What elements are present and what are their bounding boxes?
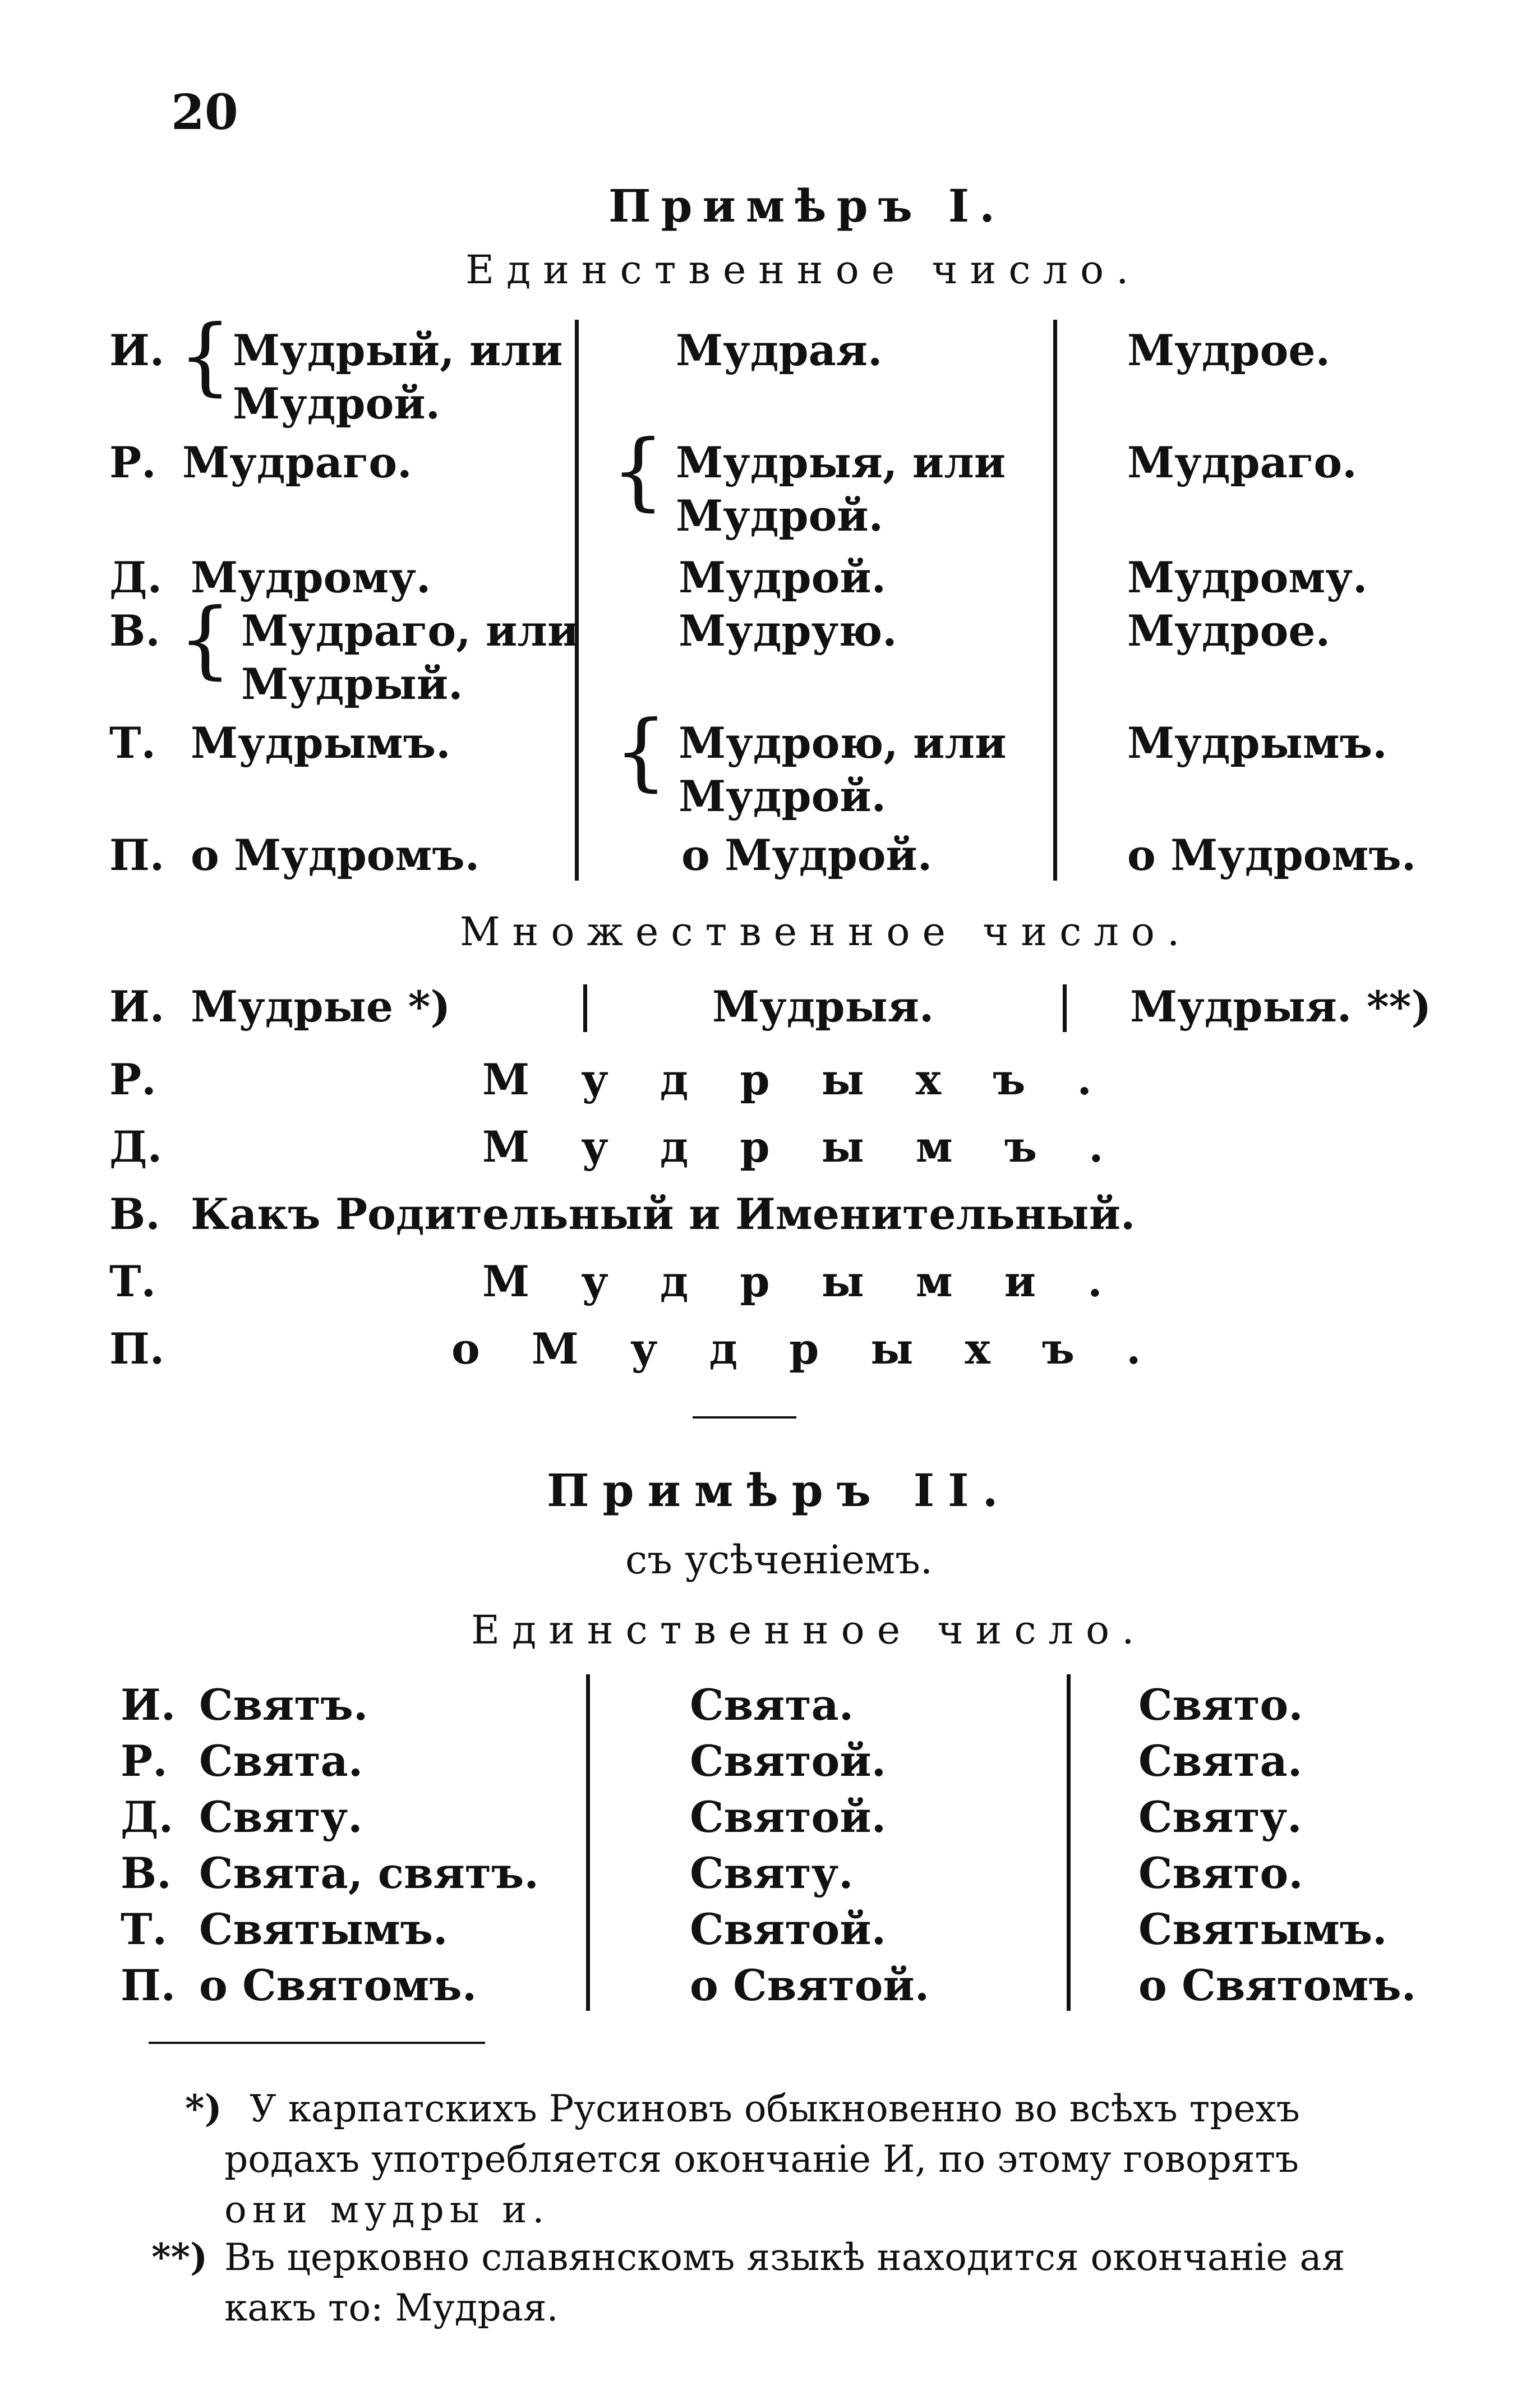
example2-subtitle: съ усѣченіемъ. — [625, 1537, 933, 1583]
fem-form: Мудрой. — [679, 771, 887, 821]
case-label: П. — [121, 1960, 176, 2010]
neut-form: Мудрымъ. — [1127, 718, 1387, 768]
neut-form: Мудраго. — [1127, 438, 1357, 487]
fem-form: Святой. — [690, 1904, 887, 1954]
example2-singular-heading: Единственное число. — [471, 1607, 1147, 1653]
footnote-mark: **) — [151, 2235, 208, 2279]
masc-form: Святу. — [199, 1792, 363, 1842]
column-divider — [1067, 1674, 1071, 2011]
fem-form: о Святой. — [690, 1960, 930, 2010]
case-label: Р. — [121, 1736, 168, 1786]
case-label: Д. — [121, 1792, 174, 1842]
case-label: П. — [109, 1324, 165, 1374]
example1-plural-heading: Множественное число. — [460, 909, 1192, 955]
masc-form: о Святомъ. — [199, 1960, 477, 2010]
footnote-line: У карпатскихъ Русиновъ обыкновенно во всѣхъ трехъ — [250, 2087, 1300, 2130]
plural-form: Какъ Родительный и Именительный. — [191, 1189, 1136, 1239]
masc-form: Мудрому. — [191, 552, 431, 602]
plural-nom-masc: Мудрые *) — [191, 982, 451, 1032]
neut-form: Мудрое. — [1127, 606, 1331, 656]
column-divider — [1053, 320, 1057, 881]
fem-form: Святой. — [690, 1736, 887, 1786]
masc-form: Мудрой. — [233, 379, 441, 429]
footnote-rule — [149, 2042, 485, 2044]
plural-nom-neut: Мудрыя. **) — [1130, 982, 1432, 1032]
case-label: Д. — [109, 552, 163, 602]
fem-form: Мудрою, или — [679, 718, 1007, 768]
footnote-line: они мудры и. — [224, 2188, 550, 2231]
case-label: Р. — [109, 438, 156, 487]
masc-form: о Мудромъ. — [191, 830, 480, 880]
case-label: Т. — [109, 718, 156, 768]
case-label: И. — [109, 325, 165, 375]
plural-form: Мудрыхъ. — [482, 1055, 1144, 1104]
case-label: Т. — [121, 1904, 168, 1954]
column-divider — [583, 984, 587, 1032]
masc-form: Мудрый. — [241, 659, 463, 709]
neut-form: о Мудромъ. — [1127, 830, 1417, 880]
brace-mark: { — [611, 422, 665, 520]
column-divider — [586, 1674, 590, 2011]
brace-mark: { — [614, 703, 668, 800]
fem-form: Мудрыя, или — [676, 438, 1006, 487]
column-divider — [575, 320, 579, 881]
column-divider — [1063, 984, 1067, 1032]
case-label: Р. — [109, 1055, 156, 1104]
masc-form: Святымъ. — [199, 1904, 448, 1954]
plural-form: Мудрымъ. — [482, 1122, 1155, 1172]
section-divider — [693, 1416, 796, 1419]
footnote-line: родахъ употребляется окончаніе И, по этому говорятъ — [224, 2138, 1299, 2181]
case-label: В. — [121, 1848, 172, 1898]
plural-form: Мудрыми. — [482, 1256, 1154, 1306]
case-label: В. — [109, 1189, 160, 1239]
masc-form: Мудрымъ. — [191, 718, 451, 768]
footnote-line: Въ церковно славянскомъ языкѣ находится окончаніе ая — [224, 2236, 1345, 2279]
fem-form: Святу. — [690, 1848, 854, 1898]
neut-form: о Святомъ. — [1138, 1960, 1417, 2010]
neut-form: Святымъ. — [1138, 1904, 1387, 1954]
case-label: И. — [109, 982, 165, 1032]
footnote-mark: *) — [185, 2087, 222, 2130]
brace-mark: { — [178, 591, 232, 688]
neut-form: Мудрое. — [1127, 325, 1331, 375]
neut-form: Мудрому. — [1127, 552, 1368, 602]
masc-form: Мудраго. — [182, 438, 412, 487]
fem-form: Мудрой. — [676, 491, 884, 541]
neut-form: Свято. — [1138, 1680, 1303, 1730]
neut-form: Свято. — [1138, 1848, 1303, 1898]
case-label: Т. — [109, 1256, 156, 1306]
case-label: Д. — [109, 1122, 163, 1172]
fem-form: Свята. — [690, 1680, 854, 1730]
fem-form: Мудрой. — [679, 552, 887, 602]
fem-form: Мудрая. — [676, 325, 883, 375]
fem-form: Мудрую. — [679, 606, 897, 656]
case-label: В. — [109, 606, 160, 656]
fem-form: Святой. — [690, 1792, 887, 1842]
example1-singular-heading: Единственное число. — [465, 247, 1141, 293]
masc-form: Святъ. — [199, 1680, 368, 1730]
plural-form: оМудрыхъ. — [451, 1324, 1193, 1374]
brace-mark: { — [178, 307, 232, 405]
neut-form: Свята. — [1138, 1736, 1303, 1786]
case-label: И. — [121, 1680, 176, 1730]
example1-title: Примѣръ I. — [608, 179, 1005, 232]
masc-form: Мудрый, или — [233, 325, 563, 375]
masc-form: Свята, святъ. — [199, 1848, 539, 1898]
fem-form: о Мудрой. — [681, 830, 933, 880]
example2-title: Примѣръ II. — [547, 1464, 1012, 1517]
masc-form: Свята. — [199, 1736, 363, 1786]
footnote-line: какъ то: Мудрая. — [224, 2286, 559, 2329]
plural-nom-fem: Мудрыя. — [712, 982, 934, 1032]
case-label: П. — [109, 830, 165, 880]
masc-form: Мудраго, или — [241, 606, 579, 656]
page-number: 20 — [171, 84, 238, 141]
neut-form: Святу. — [1138, 1792, 1302, 1842]
